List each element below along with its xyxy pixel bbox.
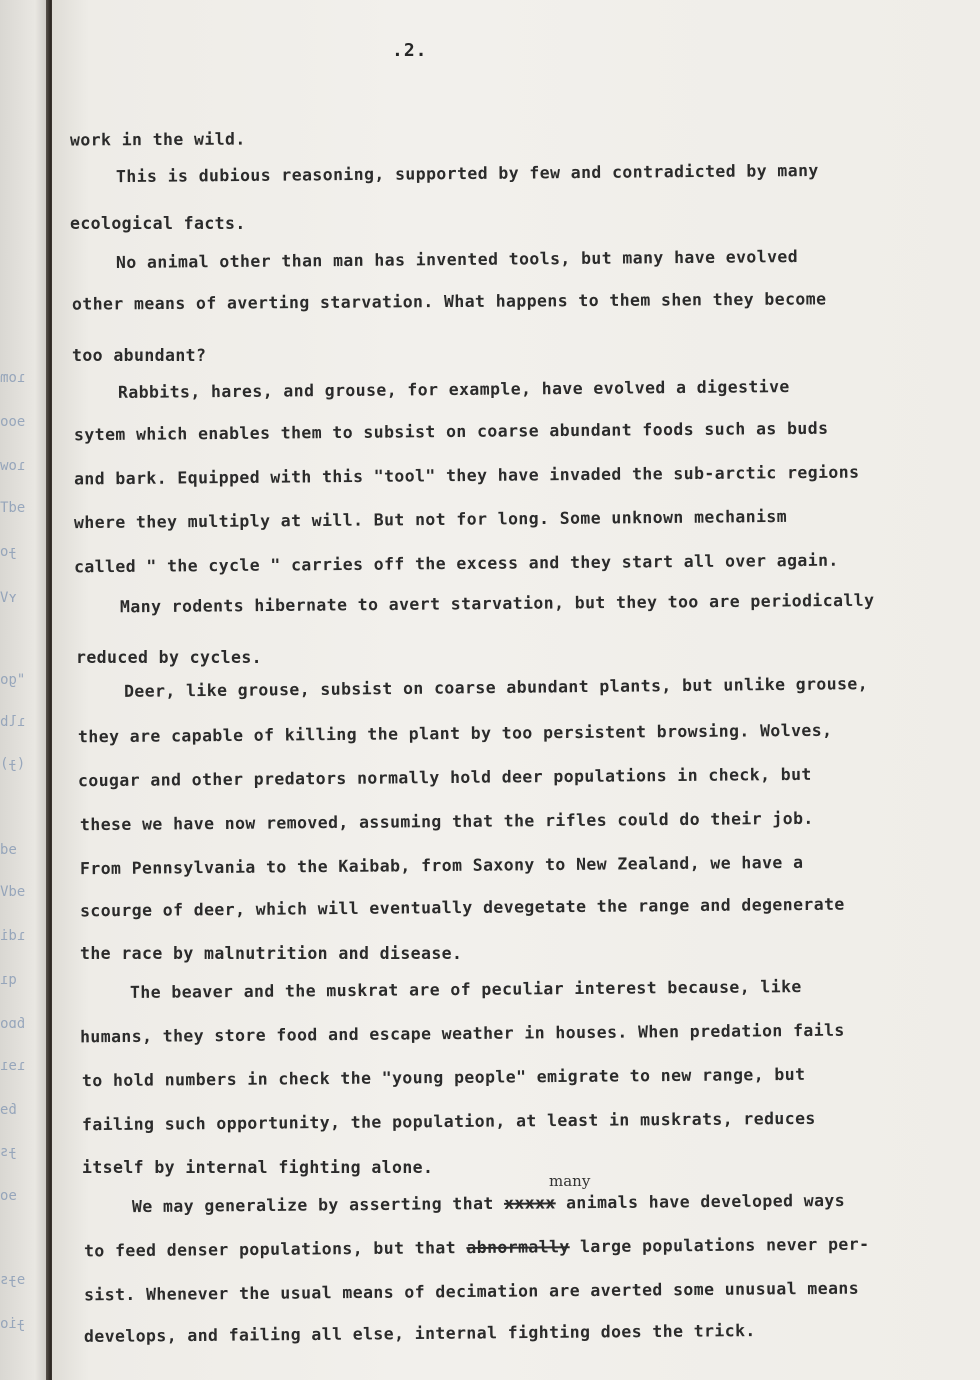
text-line — [132, 1191, 845, 1216]
bleed-text: ɿow — [0, 458, 26, 474]
text-line: the race by malnutrition and disease. — [80, 944, 463, 963]
bleed-text: ɘdT — [0, 500, 26, 516]
bleed-text: ɘo — [0, 1188, 17, 1204]
text-line: where they multiply at will. But not for long. Some unknown mechanism — [73, 506, 788, 533]
bleed-text: ʏV — [0, 590, 17, 606]
bleed-text: qı — [0, 972, 17, 988]
struck-word: abnormally — [466, 1237, 570, 1258]
text-line: No animal other than man has invented tools, but many have evolved — [115, 247, 799, 272]
bleed-text: ɓɒo — [0, 1016, 26, 1032]
bleed-text: ɿdi — [0, 928, 26, 944]
adjacent-page-edge — [0, 0, 50, 1380]
text-line: cougar and other predators normally hold deer populations in check, but — [77, 764, 812, 791]
text-segment: We may generalize by asserting that — [131, 1193, 505, 1217]
text-line: Rabbits, hares, and grouse, for example, have evolved a digestive — [117, 377, 790, 402]
text-segment: large populations never per- — [569, 1234, 870, 1257]
text-line: sytem which enables them to subsist on coarse abundant foods such as buds — [73, 418, 829, 445]
text-line: The beaver and the muskrat are of peculiar interest because, like — [129, 977, 802, 1002]
text-line: called " the cycle " carries off the excess and they start all over again. — [73, 550, 839, 577]
text-line: develops, and failing all else, internal fighting does the trick. — [83, 1321, 756, 1346]
page-number: .2. — [392, 40, 428, 61]
bleed-text: ɿom — [0, 370, 26, 386]
text-line: scourge of deer, which will eventually devegetate the range and degenerate — [79, 894, 845, 921]
text-line: sist. Whenever the usual means of decimation are averted some unusual means — [83, 1278, 860, 1305]
handwritten-insertion: many — [549, 1172, 591, 1190]
text-line: itself by internal fighting alone. — [82, 1158, 434, 1177]
bleed-text: ɘoo — [0, 414, 26, 430]
text-line: these we have now removed, assuming that the rifles could do their job. — [79, 808, 814, 835]
text-line: too abundant? — [72, 346, 207, 365]
bleed-text: ɿɘı — [0, 1058, 26, 1074]
text-line: to hold numbers in check the "young people" emigrate to new range, but — [81, 1064, 806, 1091]
bleed-text: "go — [0, 672, 26, 688]
text-line: they are capable of killing the plant by too persistent browsing. Wolves, — [77, 720, 833, 747]
bleed-text: ɟs — [0, 1144, 17, 1160]
bleed-text: ɘdV — [0, 884, 26, 900]
bleed-text: ɘɟs — [0, 1272, 26, 1288]
text-line: ecological facts. — [70, 214, 246, 233]
text-line: humans, they store food and escape weather in houses. When predation fails — [79, 1020, 845, 1047]
text-line: Many rodents hibernate to avert starvation, but they too are periodically — [119, 590, 875, 617]
text-line — [84, 1235, 870, 1261]
struck-word: xxxxx — [503, 1193, 556, 1213]
bleed-text: ɟio — [0, 1316, 26, 1332]
bleed-text: ɟo — [0, 544, 17, 560]
typewritten-page — [52, 0, 980, 1380]
text-segment: animals have developed ways — [555, 1190, 846, 1213]
text-line: From Pennsylvania to the Kaibab, from Saxony to New Zealand, we have a — [79, 852, 804, 879]
text-line: Deer, like grouse, subsist on coarse abundant plants, but unlike grouse, — [123, 674, 869, 701]
text-line: other means of averting starvation. What happens to them shen they become — [71, 289, 827, 314]
text-segment: to feed denser populations, but that — [83, 1238, 467, 1261]
text-line: work in the wild. — [69, 129, 246, 150]
text-line: failing such opportunity, the population, at least in muskrats, reduces — [81, 1108, 816, 1135]
text-line: This is dubious reasoning, supported by few and contradicted by many — [115, 160, 819, 187]
text-line: reduced by cycles. — [76, 648, 263, 667]
bleed-text: ɿlb — [0, 714, 26, 730]
text-line: and bark. Equipped with this "tool" they have invaded the sub-arctic regions — [73, 462, 860, 489]
bleed-text: ɘd — [0, 842, 17, 858]
bleed-text: ɓɘ — [0, 1102, 17, 1118]
bleed-text: (ɟ) — [0, 756, 26, 772]
